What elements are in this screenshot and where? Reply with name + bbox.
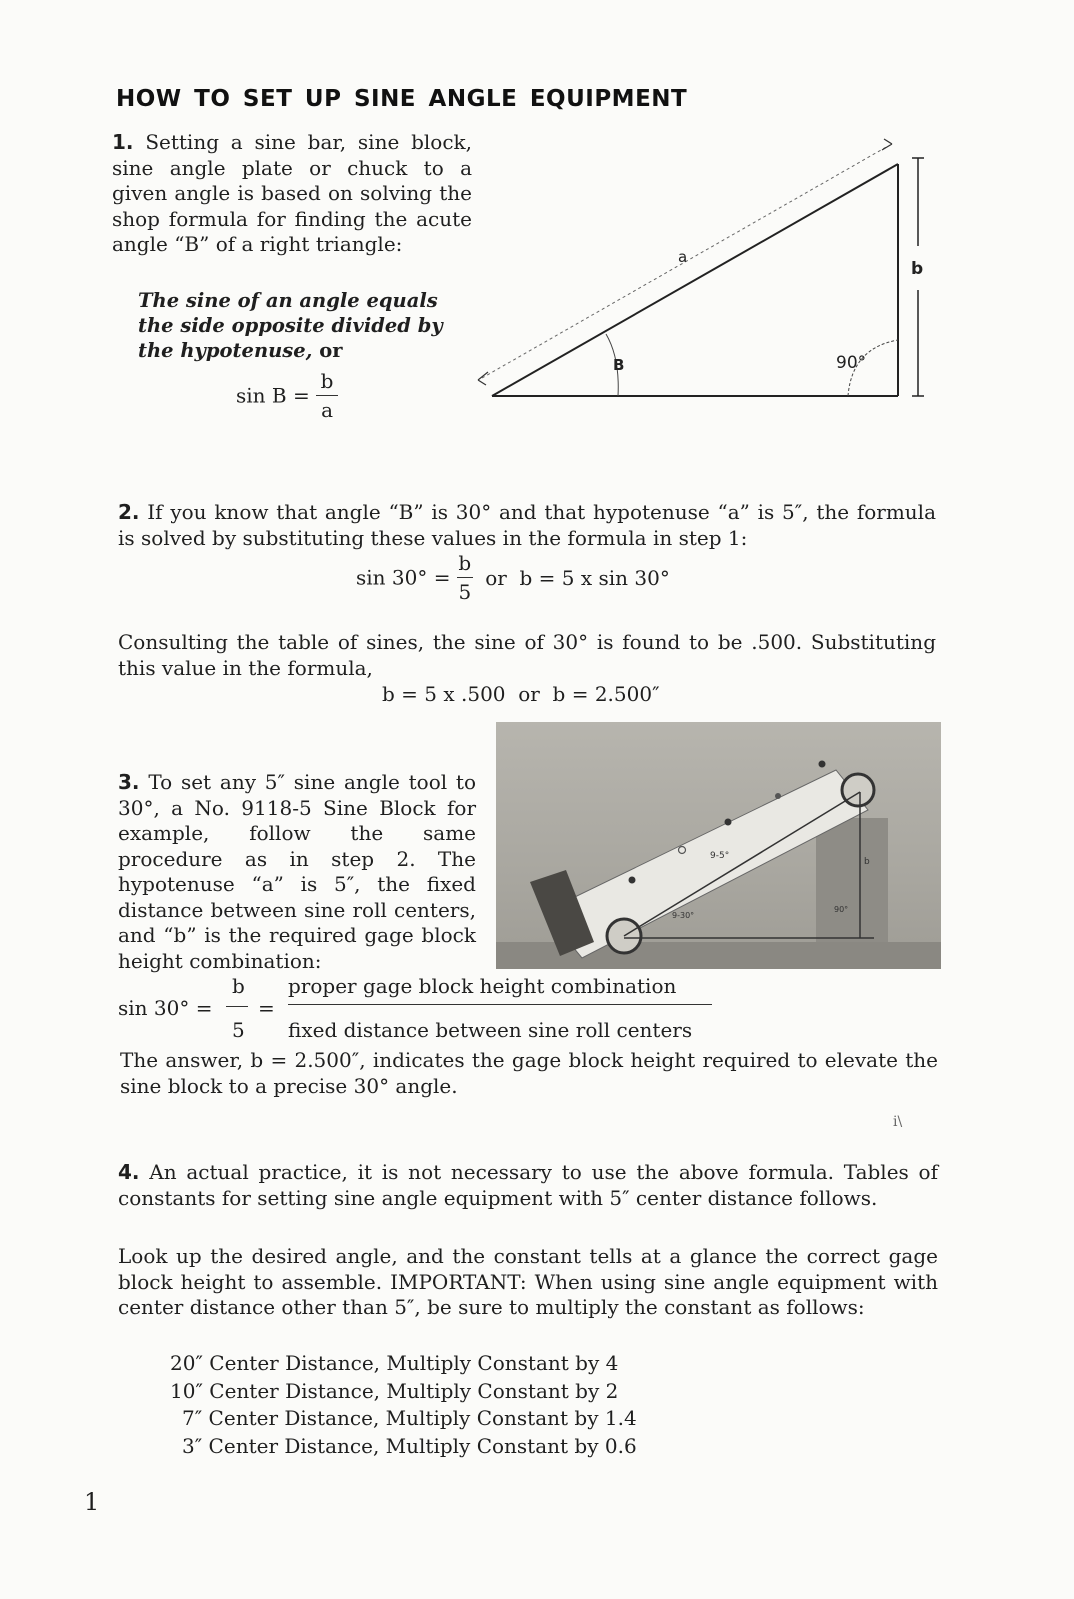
sine-block-photo: [496, 722, 941, 969]
step3-eq-word-num: proper gage block height combination: [288, 974, 677, 998]
mounting-hole: [629, 877, 636, 884]
step4-paragraph: [118, 1160, 938, 1211]
step1-rule-or: or: [319, 339, 343, 362]
photo-label-90: 90°: [834, 905, 849, 914]
step3-eq-den: 5: [232, 1018, 245, 1042]
fraction-bar: [457, 577, 473, 578]
step1-number: 1.: [112, 130, 134, 154]
step2-fraction: [457, 552, 473, 603]
step3-paragraph: [118, 770, 476, 974]
step4-number: 4.: [118, 1160, 140, 1184]
step3-equation: [118, 974, 738, 1044]
page-heading: HOW TO SET UP SINE ANGLE EQUIPMENT: [116, 86, 688, 112]
label-angle-B: B: [613, 356, 625, 374]
step1-formula: [236, 370, 338, 421]
step2-eq-rhs: or b = 5 x sin 30°: [485, 565, 670, 590]
step1-fraction-den: a: [321, 398, 334, 422]
step2-eq-lhs: sin 30° =: [356, 565, 451, 590]
step1-text: Setting a sine bar, sine block, sine angle plate or chuck to a given angle is based on solving the shop formula for finding the acute angle “B” of a right triangle:: [112, 130, 472, 256]
upper-sine-roll: [842, 774, 874, 806]
multiplier-item-3: 3″ Center Distance, Multiply Constant by 0.6: [182, 1433, 637, 1458]
step4-text2: Look up the desired angle, and the constant tells at a glance the correct gage block height to assemble. IMPORTANT: When using sine angle equipment with center distance other than 5″, be sure to multiply the constant as follows:: [118, 1244, 938, 1319]
step2-text2: Consulting the table of sines, the sine of 30° is found to be .500. Substituting this value in the formula,: [118, 630, 936, 680]
step3-eq-num: b: [232, 974, 245, 998]
step4-text: An actual practice, it is not necessary to use the above formula. Tables of constants for setting sine angle equipment with 5″ center distance follows.: [118, 1160, 938, 1210]
step1-fraction-num: b: [320, 369, 334, 393]
photo-label-angle2: 9-5°: [710, 851, 730, 861]
step1-rule: [138, 288, 450, 363]
multiplier-item-7: 7″ Center Distance, Multiply Constant by 1.4: [182, 1406, 637, 1430]
step2-fraction-den: 5: [458, 580, 472, 604]
right-triangle-diagram: [470, 128, 940, 408]
sine-block-illustration: [496, 722, 941, 969]
multiplier-item-10: 10″ Center Distance, Multiply Constant by 2: [170, 1378, 619, 1403]
step1-paragraph: [112, 130, 472, 258]
step3-eq-word-den: fixed distance between sine roll centers: [288, 1018, 693, 1042]
step1-fraction: [316, 370, 338, 421]
fraction-bar: [288, 1004, 712, 1005]
photo-label-b: b: [864, 857, 870, 867]
page-number: 1: [84, 1488, 100, 1516]
step3-eq-equals: =: [258, 996, 275, 1020]
step1-formula-lhs: sin B =: [236, 383, 310, 408]
stray-mark: i\: [893, 1114, 903, 1130]
label-b: b: [911, 259, 924, 279]
step2-number: 2.: [118, 500, 140, 524]
step2-text: If you know that angle “B” is 30° and that hypotenuse “a” is 5″, the formula is solved by substituting these values in the formula in step 1:: [118, 500, 937, 550]
step3-eq-lhs: sin 30° =: [118, 996, 213, 1020]
photo-label-angle: 9-30°: [672, 911, 695, 920]
step3-text2: The answer, b = 2.500″, indicates the gage block height required to elevate the sine block to a precise 30° angle.: [120, 1048, 938, 1098]
mounting-hole: [775, 793, 781, 799]
label-a: a: [678, 248, 688, 266]
fraction-bar: [316, 395, 338, 396]
mounting-hole: [725, 819, 732, 826]
multiplier-list: [170, 1350, 730, 1460]
step2-result-equation: b = 5 x .500 or b = 2.500″: [382, 682, 660, 706]
step1-rule-text: The sine of an angle equals the side opposite divided by the hypotenuse,: [138, 289, 443, 362]
fraction-bar: [226, 1006, 248, 1007]
label-90: 90°: [836, 353, 867, 373]
step3-text: To set any 5″ sine angle tool to 30°, a No. 9118-5 Sine Block for example, follow the same procedure as in step 2. The hypotenuse “a” is 5″, the fixed distance between sine roll centers, and “b” is the required gage block height combination:: [118, 770, 477, 973]
mounting-hole: [819, 761, 826, 768]
multiplier-item-20: 20″ Center Distance, Multiply Constant by 4: [170, 1351, 619, 1375]
step3-number: 3.: [118, 770, 140, 794]
step2-fraction-num: b: [458, 551, 472, 575]
step2-paragraph: [118, 500, 936, 551]
step2-equation: [356, 552, 670, 603]
